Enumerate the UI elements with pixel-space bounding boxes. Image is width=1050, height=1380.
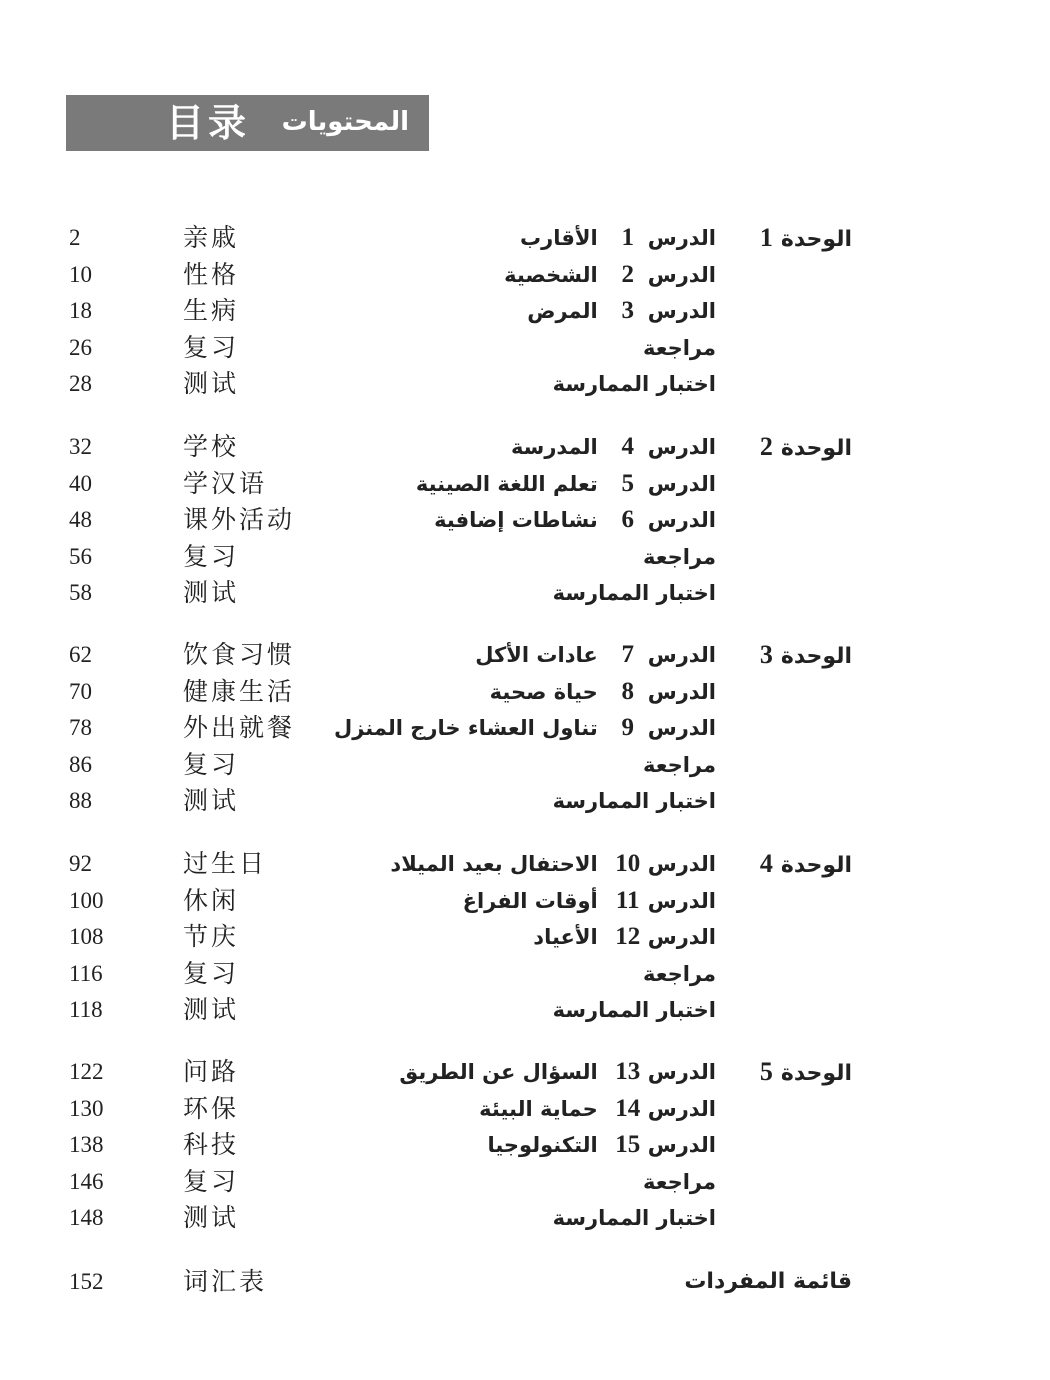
arabic-entry	[399, 1055, 716, 1089]
vocabulary-list-title: قائمة المفردات	[684, 1269, 852, 1294]
lesson-label: الدرس	[647, 435, 716, 459]
arabic-title: تناول العشاء خارج المنزل	[333, 716, 598, 741]
page-number: 118	[69, 997, 103, 1023]
arabic-entry	[511, 430, 716, 464]
page-number: 148	[69, 1205, 104, 1231]
arabic-entry	[527, 294, 716, 328]
arabic-title: اختبار الممارسة	[552, 1206, 716, 1231]
chinese-title: 休闲	[183, 885, 240, 915]
arabic-title: السؤال عن الطريق	[399, 1060, 598, 1084]
toc-entry[interactable]	[0, 430, 1050, 464]
arabic-title: الشخصية	[504, 262, 598, 287]
arabic-title: حياة صحية	[489, 679, 598, 704]
arabic-title: حماية البيئة	[479, 1096, 598, 1121]
unit-number: 2	[759, 432, 773, 461]
lesson-label: الدرس	[647, 925, 716, 950]
arabic-title: مراجعة	[643, 544, 716, 569]
arabic-title: الأقارب	[520, 226, 598, 250]
page-number: 88	[69, 788, 92, 814]
lesson-label: الدرس	[647, 508, 716, 533]
arabic-title: اختبار الممارسة	[552, 998, 716, 1023]
arabic-title: مراجعة	[643, 752, 716, 777]
title-chinese: 目录	[166, 101, 251, 145]
toc-entry[interactable]	[0, 1092, 1050, 1126]
lesson-label: الدرس	[647, 1096, 716, 1121]
title-arabic: المحتويات	[281, 107, 409, 137]
arabic-entry	[643, 957, 716, 991]
toc-entry[interactable]	[0, 540, 1050, 574]
page-number: 18	[69, 298, 92, 324]
page-number: 146	[69, 1168, 104, 1194]
chinese-title: 过生日	[183, 849, 268, 878]
lesson-number: 12	[615, 923, 641, 951]
chinese-title: 科技	[183, 1130, 240, 1160]
page-number: 116	[69, 960, 103, 986]
page-number: 40	[69, 470, 92, 496]
chinese-title: 词汇表	[183, 1267, 268, 1296]
arabic-title: المدرسة	[510, 435, 598, 459]
unit-label: الوحدة	[780, 436, 852, 461]
toc-entry[interactable]	[0, 884, 1050, 918]
lesson-number: 7	[621, 641, 634, 668]
arabic-entry	[463, 884, 716, 918]
toc-entry[interactable]	[0, 920, 1050, 954]
chinese-title: 复习	[183, 958, 240, 988]
page-number: 48	[69, 507, 92, 533]
page-number: 10	[69, 261, 92, 287]
arabic-entry	[643, 1165, 716, 1199]
toc-entry[interactable]	[0, 221, 1050, 255]
vocabulary-list-row[interactable]	[0, 1265, 1050, 1299]
chinese-title: 复习	[183, 332, 240, 362]
chinese-title: 外出就餐	[183, 713, 296, 743]
lesson-label: الدرس	[647, 888, 716, 913]
lesson-number: 9	[621, 714, 634, 742]
arabic-entry	[520, 221, 716, 255]
toc-entry[interactable]	[0, 638, 1050, 672]
lesson-number: 4	[621, 433, 634, 460]
lesson-number: 1	[621, 224, 634, 251]
chinese-title: 测试	[183, 578, 240, 608]
toc-entry[interactable]	[0, 957, 1050, 991]
chinese-title: 测试	[183, 995, 240, 1025]
arabic-title: اختبار الممارسة	[552, 581, 716, 606]
lesson-number: 5	[621, 469, 634, 497]
page-number: 100	[69, 887, 104, 913]
page-number: 32	[69, 434, 92, 459]
arabic-entry	[553, 1201, 716, 1235]
page-number: 92	[69, 851, 92, 876]
toc-entry[interactable]	[0, 576, 1050, 610]
page-number: 70	[69, 678, 92, 704]
arabic-entry	[475, 638, 716, 672]
lesson-number: 10	[615, 850, 641, 877]
arabic-entry	[434, 503, 716, 537]
toc-entry[interactable]	[0, 1165, 1050, 1199]
page-number: 58	[69, 580, 92, 606]
page-number: 62	[69, 642, 92, 667]
unit-label: الوحدة	[780, 644, 852, 669]
arabic-entry	[553, 993, 716, 1027]
arabic-title: الاحتفال بعيد الميلاد	[390, 852, 598, 876]
unit-number: 4	[759, 849, 773, 878]
lesson-number: 3	[621, 297, 634, 325]
toc-entry[interactable]	[0, 784, 1050, 818]
chinese-title: 饮食习惯	[183, 640, 296, 669]
lesson-label: الدرس	[647, 716, 716, 741]
page-number: 2	[69, 225, 81, 250]
unit-number: 3	[759, 640, 773, 669]
arabic-entry	[504, 258, 716, 292]
arabic-title: المرض	[527, 299, 598, 324]
arabic-entry	[416, 467, 716, 501]
page-number: 130	[69, 1095, 104, 1121]
arabic-title: الأعياد	[533, 925, 598, 950]
toc-entry[interactable]	[0, 258, 1050, 292]
unit-heading	[760, 1055, 852, 1091]
lesson-number: 14	[615, 1094, 641, 1122]
toc-entry[interactable]	[0, 1128, 1050, 1162]
lesson-label: الدرس	[647, 643, 716, 667]
page-number: 78	[69, 715, 92, 741]
unit-label: الوحدة	[780, 227, 852, 252]
toc-entry[interactable]	[0, 993, 1050, 1027]
lesson-label: الدرس	[647, 852, 716, 876]
arabic-entry	[643, 540, 716, 574]
unit-number: 1	[759, 223, 773, 252]
lesson-number: 11	[615, 886, 640, 914]
arabic-entry	[553, 367, 716, 401]
chinese-title: 复习	[183, 749, 240, 779]
toc-entry[interactable]	[0, 711, 1050, 745]
toc-entry[interactable]	[0, 675, 1050, 709]
unit-label: الوحدة	[780, 1061, 852, 1086]
lesson-number: 6	[621, 506, 634, 534]
unit-heading	[760, 430, 852, 466]
page-number: 26	[69, 334, 92, 360]
chinese-title: 测试	[183, 369, 240, 399]
arabic-title: أوقات الفراغ	[462, 888, 598, 913]
toc-entry[interactable]	[0, 1055, 1050, 1089]
chinese-title: 性格	[183, 259, 240, 289]
arabic-entry	[533, 920, 716, 954]
toc-entry[interactable]	[0, 847, 1050, 881]
page-number: 28	[69, 371, 92, 397]
page-number: 86	[69, 751, 92, 777]
chinese-title: 生病	[183, 296, 240, 326]
arabic-entry	[490, 675, 716, 709]
arabic-entry	[479, 1092, 716, 1126]
arabic-entry	[334, 711, 716, 745]
page-number: 56	[69, 543, 92, 569]
arabic-title: اختبار الممارسة	[552, 789, 716, 814]
chinese-title: 测试	[183, 1203, 240, 1233]
toc-entry[interactable]	[0, 331, 1050, 365]
chinese-title: 学汉语	[183, 468, 268, 498]
lesson-label: الدرس	[647, 471, 716, 496]
page-number: 152	[69, 1269, 104, 1294]
page-number: 138	[69, 1132, 104, 1158]
toc-entry[interactable]	[0, 1201, 1050, 1235]
unit-label: الوحدة	[780, 853, 852, 878]
arabic-title: عادات الأكل	[475, 643, 598, 667]
contents-title-bar	[66, 95, 429, 151]
chinese-title: 复习	[183, 1166, 240, 1196]
arabic-entry	[643, 748, 716, 782]
lesson-number: 15	[615, 1131, 641, 1159]
chinese-title: 课外活动	[183, 505, 296, 535]
lesson-label: الدرس	[647, 1060, 716, 1084]
arabic-title: اختبار الممارسة	[552, 372, 716, 397]
toc-entry[interactable]	[0, 367, 1050, 401]
chinese-title: 问路	[183, 1057, 240, 1086]
arabic-entry	[553, 576, 716, 610]
arabic-title: مراجعة	[643, 335, 716, 360]
arabic-entry	[553, 784, 716, 818]
arabic-title: نشاطات إضافية	[434, 508, 598, 533]
lesson-label: الدرس	[647, 1133, 716, 1158]
lesson-label: الدرس	[647, 262, 716, 287]
lesson-number: 8	[621, 677, 634, 705]
lesson-label: الدرس	[647, 299, 716, 324]
arabic-entry	[487, 1128, 716, 1162]
lesson-label: الدرس	[647, 679, 716, 704]
unit-heading	[760, 221, 852, 257]
lesson-number: 13	[615, 1058, 641, 1085]
unit-heading	[760, 638, 852, 674]
arabic-title: التكنولوجيا	[487, 1133, 598, 1158]
page-number: 108	[69, 924, 104, 950]
chinese-title: 复习	[183, 541, 240, 571]
toc-entry[interactable]	[0, 294, 1050, 328]
arabic-title: مراجعة	[643, 1169, 716, 1194]
toc-entry[interactable]	[0, 503, 1050, 537]
page-number: 122	[69, 1059, 104, 1084]
chinese-title: 节庆	[183, 922, 240, 952]
arabic-entry	[643, 331, 716, 365]
arabic-title: مراجعة	[643, 961, 716, 986]
toc-entry[interactable]	[0, 467, 1050, 501]
chinese-title: 健康生活	[183, 676, 296, 706]
lesson-number: 2	[621, 260, 634, 288]
arabic-entry	[390, 847, 716, 881]
unit-heading	[760, 847, 852, 883]
lesson-label: الدرس	[647, 226, 716, 250]
chinese-title: 测试	[183, 786, 240, 816]
unit-number: 5	[759, 1057, 773, 1086]
chinese-title: 环保	[183, 1093, 240, 1123]
chinese-title: 亲戚	[183, 223, 240, 252]
toc-entry[interactable]	[0, 748, 1050, 782]
arabic-title: تعلم اللغة الصينية	[415, 471, 598, 496]
chinese-title: 学校	[183, 432, 240, 461]
